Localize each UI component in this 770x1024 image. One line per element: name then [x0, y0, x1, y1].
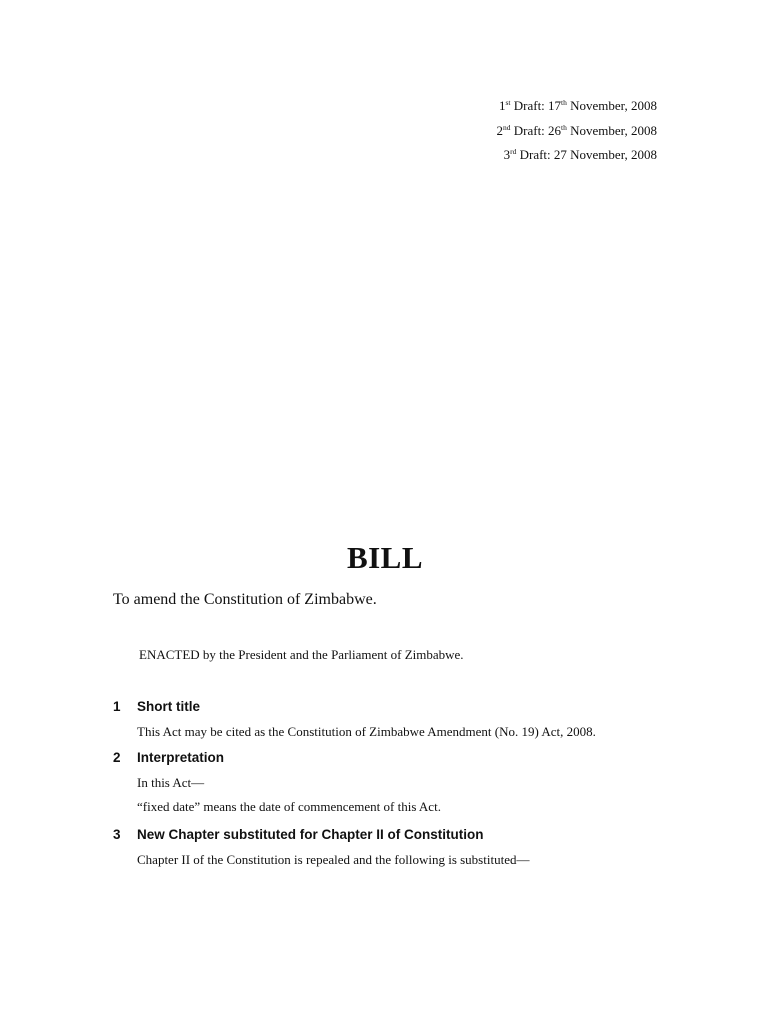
draft-history — [497, 94, 658, 168]
bill-title: BILL — [346, 540, 424, 575]
section-1-heading — [113, 699, 200, 714]
draft-day-suffix: th — [561, 98, 567, 107]
draft-text: Draft: 17 — [510, 98, 562, 113]
section-3-heading — [113, 827, 484, 842]
draft-line-3 — [497, 143, 658, 168]
draft-line-2 — [497, 119, 658, 144]
draft-ordinal-suffix: rd — [510, 147, 517, 156]
draft-text: Draft: 26 — [510, 122, 562, 138]
section-3-paragraph: Chapter II of the Constitution is repealed and the following is substituted— — [137, 852, 530, 867]
section-2-paragraph-2: “fixed date” means the date of commencement of this Act. — [137, 799, 441, 814]
section-title: New Chapter substituted for Chapter II of Constitution — [137, 827, 484, 842]
long-title: To amend the Constitution of Zimbabwe. — [113, 591, 377, 608]
section-number: 1 — [113, 699, 121, 714]
enacting-formula: ENACTED by the President and the Parliament of Zimbabwe. — [139, 647, 464, 662]
draft-ordinal: 2 — [496, 122, 503, 138]
draft-ordinal-suffix: nd — [503, 122, 511, 132]
draft-month-year: November, 2008 — [566, 98, 657, 113]
section-2-paragraph-1: In this Act— — [137, 775, 205, 790]
draft-ordinal: 3 — [503, 147, 511, 162]
section-title: Interpretation — [137, 750, 225, 765]
draft-line-1 — [497, 94, 658, 119]
section-number: 3 — [113, 827, 121, 842]
draft-day-suffix: th — [561, 122, 567, 132]
draft-ordinal: 1 — [498, 98, 506, 113]
section-2-heading — [113, 750, 224, 765]
draft-text: Draft: 27 November, 2008 — [516, 147, 657, 162]
section-1-paragraph: This Act may be cited as the Constitution of Zimbabwe Amendment (No. 19) Act, 2008. — [137, 724, 596, 739]
draft-month-year: November, 2008 — [566, 122, 657, 138]
section-number: 2 — [113, 750, 121, 765]
draft-ordinal-suffix: st — [505, 98, 511, 107]
section-title: Short title — [137, 699, 200, 714]
